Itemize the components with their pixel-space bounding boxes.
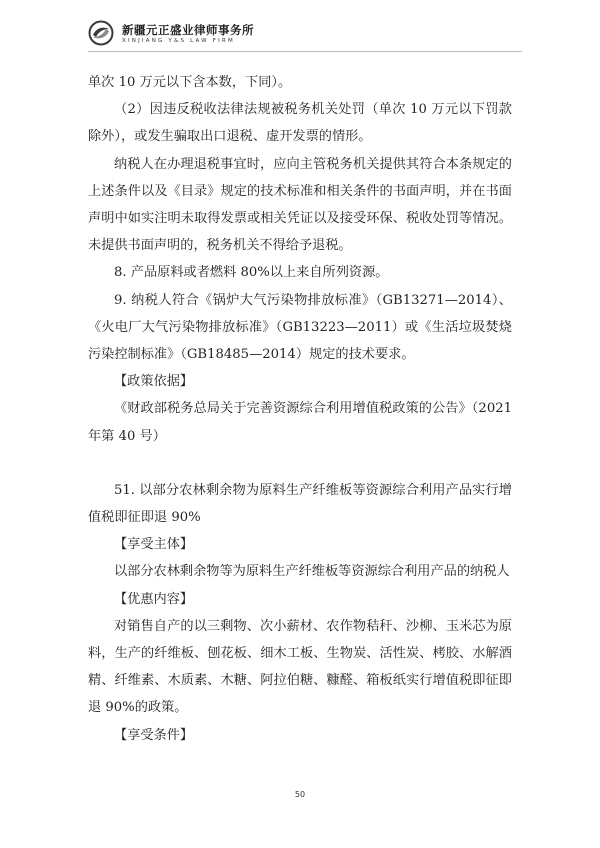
paragraph-preferential-content: 对销售自产的以三剩物、次小薪材、农作物秸秆、沙柳、玉米芯为原料，生产的纤维板、刨花板、细木工板、生物炭、活性炭、栲胶、水解酒精、纤维素、木质素、木糖、阿拉伯糖、糠醛、箱板纸实行增值税即征即退 90%的政策。 bbox=[88, 618, 512, 716]
page-number: 50 bbox=[294, 790, 306, 799]
document-body bbox=[88, 69, 512, 749]
heading-conditions: 【享受条件】 bbox=[114, 727, 194, 743]
header-divider bbox=[88, 51, 522, 52]
section-title-51: 51. 以部分农林剩余物为原料生产纤维板等资源综合利用产品实行增值税即征即退 90% bbox=[88, 482, 512, 526]
paragraph-written-statement: 纳税人在办理退税事宜时，应向主管税务机关提供其符合本条规定的上述条件以及《目录》规定的技术标准和相关条件的书面声明，并在书面声明中如实注明未取得发票或相关凭证以及接受环保、税收处罚等情况。未提供书面声明的，税务机关不得给予退税。 bbox=[88, 156, 512, 254]
page-header bbox=[88, 14, 528, 50]
firm-name-en: XINJIANG Y&S LAW FIRM bbox=[122, 38, 235, 44]
paragraph-condition-2: （2）因违反税收法律法规被税务机关处罚（单次 10 万元以下罚款除外），或发生骗取出口退税、虚开发票的情形。 bbox=[88, 102, 512, 145]
paragraph-condition-8: 8. 产品原料或者燃料 80%以上来自所列资源。 bbox=[114, 265, 389, 281]
firm-name-cn: 新疆元正盛业律师事务所 bbox=[122, 23, 254, 37]
paragraph-beneficiary: 以部分农林剩余物等为原料生产纤维板等资源综合利用产品的纳税人 bbox=[114, 564, 510, 580]
firm-logo-icon bbox=[88, 20, 114, 46]
section-gap bbox=[88, 450, 512, 477]
heading-preferential-content: 【优惠内容】 bbox=[114, 591, 194, 607]
paragraph-continuation: 单次 10 万元以下含本数，下同）。 bbox=[88, 75, 292, 90]
heading-policy-basis: 【政策依据】 bbox=[114, 374, 194, 390]
heading-beneficiary: 【享受主体】 bbox=[114, 537, 194, 553]
paragraph-policy-document: 《财政部税务总局关于完善资源综合利用增值税政策的公告》（2021 年第 40 号） bbox=[88, 401, 512, 444]
paragraph-condition-9: 9. 纳税人符合《锅炉大气污染物排放标准》（GB13271—2014）、《火电厂大气污染物排放标准》（GB13223—2011）或《生活垃圾焚烧污染控制标准》（GB18485—2014）规定的技术要求。 bbox=[88, 292, 512, 363]
